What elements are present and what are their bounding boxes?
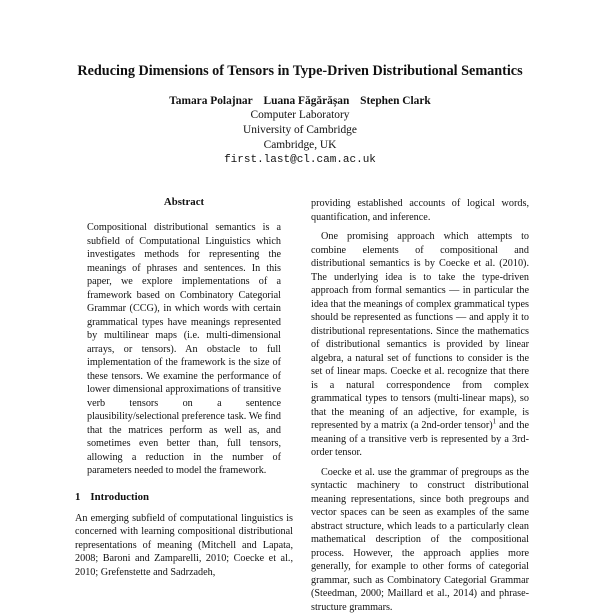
author-name: Stephen Clark (360, 95, 431, 107)
left-column (75, 195, 293, 579)
body-paragraph: providing established accounts of logical words, quantification, and inference. (311, 197, 529, 224)
affiliation-line: Computer Laboratory (40, 108, 560, 123)
paper-title: Reducing Dimensions of Tensors in Type-Driven Distributional Semantics (40, 62, 560, 80)
paragraph-text: and the meaning of a transitive verb is represented by a 3rd-order tensor. (311, 420, 529, 458)
author-name: Luana Făgărășan (264, 95, 350, 107)
right-column (311, 197, 529, 614)
section-title: Introduction (90, 491, 149, 503)
body-paragraph: Coecke et al. use the grammar of pregroups as the syntactic machinery to construct distributional meaning representations, since both pregroups and vector spaces can be seen as examples of the same abstract structure, which leads to a particularly clean mathematical description of the compositional process. However, the approach applies more generally, for example to other forms of categorial grammar, such as Combinatory Categorial Grammar (Steedman, 2000; Maillard et al., 2014) and phrase-structure grammars. (311, 466, 529, 614)
author-list (40, 94, 560, 108)
affiliation-line: Cambridge, UK (40, 138, 560, 153)
section-heading-introduction (75, 490, 293, 504)
abstract-heading: Abstract (75, 195, 293, 209)
abstract-text: Compositional distributional semantics is a subfield of Computational Linguistics which investigates methods for representing the meanings of phrases and sentences. In this paper, we explore implementations of a framework based on Combinatory Categorial Grammar (CCG), in which words with certain grammatical types have meanings represented by multilinear maps (i.e. multi-dimensional arrays, or tensors). An obstacle to full implementation of the framework is the size of these tensors. We examine the performance of lower dimensional approximations of transitive verb tensors on a sentence plausibility/selectional preference task. We find that the matrices perform as well as, and sometimes even better than, full tensors, allowing a reduction in the number of parameters needed to model the framework. (87, 221, 281, 478)
affiliation-line: University of Cambridge (40, 123, 560, 138)
section-number: 1 (75, 491, 80, 503)
body-paragraph (311, 230, 529, 460)
author-name: Tamara Polajnar (169, 95, 252, 107)
author-email: first.last@cl.cam.ac.uk (40, 153, 560, 168)
abstract-body (87, 221, 281, 478)
footnote-marker: 1 (493, 418, 497, 426)
paragraph-text: One promising approach which attempts to combine elements of compositional and distributional semantics is by Coecke et al. (2010). The underlying idea is to take the type-driven approach from formal semantics — in particular the idea that the meanings of complex grammatical types should be represented as functions — and apply it to distributional representations. Since the mathematics of distributional semantics is provided by linear algebra, a natural set of functions to consider is the set of linear maps. Coecke et al. recognize that there is a natural correspondence from complex grammatical types to tensors (multi-linear maps), so that the meaning of an adjective, for example, is represented by a matrix (a 2nd-order tensor) (311, 231, 529, 431)
intro-paragraph: An emerging subfield of computational linguistics is concerned with learning compositional distributional representations of meaning (Mitchell and Lapata, 2008; Baroni and Zamparelli, 2010; Coecke et al., 2010; Grefenstette and Sadrzadeh, (75, 512, 293, 580)
affiliation-block (40, 108, 560, 168)
